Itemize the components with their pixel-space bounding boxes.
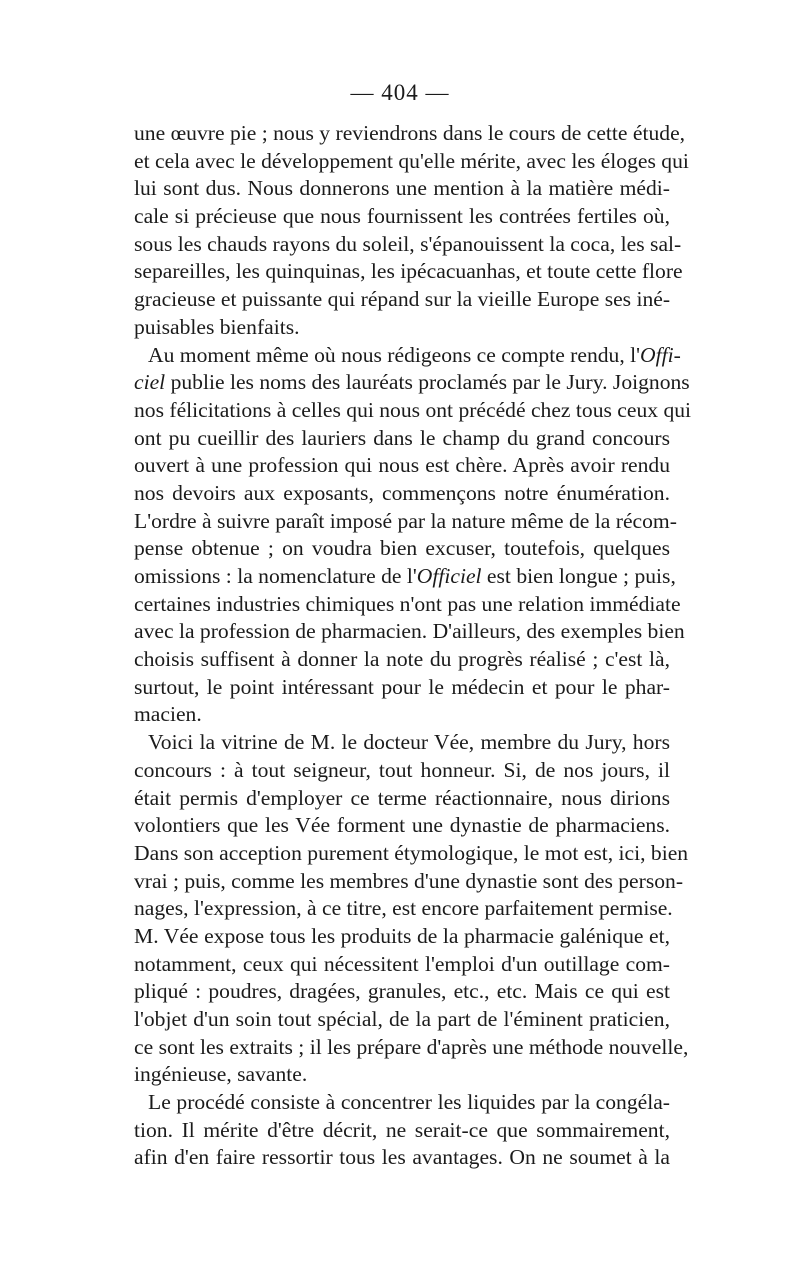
text-line: vrai ; puis, comme les membres d'une dynastie sont des person- (134, 868, 684, 893)
text-segment: Au moment même où nous rédigeons ce compte rendu, l' (148, 342, 641, 367)
text-line: et cela avec le développement qu'elle mérite, avec les éloges qui (134, 148, 689, 173)
text-line: afin d'en faire ressortir tous les avantages. On ne soumet à la (134, 1145, 670, 1170)
text-line: L'ordre à suivre paraît imposé par la nature même de la récom- (134, 508, 677, 533)
text-line: puisables bienfaits. (134, 314, 300, 339)
paragraph-start-line: Voici la vitrine de M. le docteur Vée, membre du Jury, hors (148, 730, 670, 755)
text-line: separeilles, les quinquinas, les ipécacuanhas, et toute cette flore (134, 259, 683, 284)
text-line: avec la profession de pharmacien. D'ailleurs, des exemples bien (134, 619, 685, 644)
text-line: volontiers que les Vée forment une dynastie de pharmaciens. (134, 813, 670, 838)
italic-officiel: Officiel (416, 564, 482, 588)
body-text (134, 120, 692, 1172)
text-line: cale si précieuse que nous fournissent les contrées fertiles où, (134, 204, 670, 229)
text-segment: publie les noms des lauréats proclamés par le Jury. Joignons (165, 370, 690, 395)
text-line: notamment, ceux qui nécessitent l'emploi d'un outillage com- (134, 951, 670, 976)
text-line: ingénieuse, savante. (134, 1062, 308, 1087)
text-line (134, 369, 690, 397)
italic-officiel: ciel (134, 370, 166, 395)
text-line: ouvert à une profession qui nous est chère. Après avoir rendu (134, 453, 670, 478)
text-line: tion. Il mérite d'être décrit, ne serait-ce que sommairement, (134, 1117, 670, 1142)
text-line: surtout, le point intéressant pour le médecin et pour le phar- (134, 674, 670, 699)
text-segment: omissions : la nomenclature de l' (134, 564, 417, 588)
text-line: pense obtenue ; on voudra bien excuser, toutefois, quelques (134, 536, 670, 561)
text-line: nages, l'expression, à ce titre, est encore parfaitement permise. (134, 896, 673, 921)
text-line: sous les chauds rayons du soleil, s'épanouissent la coca, les sal- (134, 231, 682, 256)
text-line: nos devoirs aux exposants, commençons notre énumération. (134, 480, 670, 505)
page-number: — 404 — (350, 80, 450, 105)
text-line: une œuvre pie ; nous y reviendrons dans le cours de cette étude, (134, 121, 686, 145)
text-line: nos félicitations à celles qui nous ont précédé chez tous ceux qui (134, 397, 692, 422)
text-line: l'objet d'un soin tout spécial, de la part de l'éminent praticien, (134, 1007, 670, 1031)
paragraph-start-line: Le procédé consiste à concentrer les liquides par la congéla- (148, 1090, 670, 1115)
text-line: était permis d'employer ce terme réactionnaire, nous dirions (134, 785, 670, 810)
text-line: gracieuse et puissante qui répand sur la vieille Europe ses iné- (134, 287, 671, 312)
text-line: ce sont les extraits ; il les prépare d'après une méthode nouvelle, (134, 1034, 689, 1059)
text-line: M. Vée expose tous les produits de la pharmacie galénique et, (134, 923, 670, 948)
text-line: ont pu cueillir des lauriers dans le champ du grand concours (134, 425, 670, 450)
text-segment: est bien longue ; puis, (481, 564, 676, 588)
paragraph-start-line (134, 342, 681, 370)
italic-officiel: Offi- (640, 342, 681, 367)
text-line: macien. (134, 702, 202, 727)
text-line: certaines industries chimiques n'ont pas une relation immédiate (134, 591, 681, 616)
text-line (134, 563, 676, 591)
text-line: Dans son acception purement étymologique, le mot est, ici, bien (134, 840, 689, 865)
text-line: concours : à tout seigneur, tout honneur. Si, de nos jours, il (134, 757, 670, 782)
text-line: lui sont dus. Nous donnerons une mention à la matière médi- (134, 176, 670, 201)
text-line: choisis suffisent à donner la note du progrès réalisé ; c'est là, (134, 647, 670, 672)
text-line: pliqué : poudres, dragées, granules, etc., etc. Mais ce qui est (134, 979, 670, 1004)
